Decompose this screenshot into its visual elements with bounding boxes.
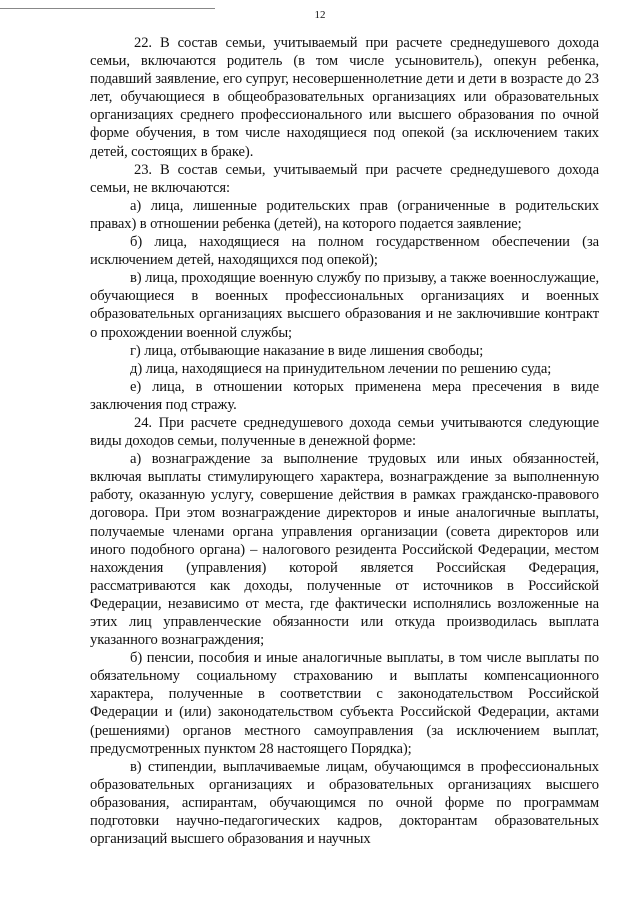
page-number: 12	[314, 9, 326, 21]
paragraph-23-b: б) лица, находящиеся на полном государственном обеспечении (за исключением детей, находящихся под опекой);	[90, 234, 599, 269]
paragraph-23: 23. В состав семьи, учитываемый при расчете среднедушевого дохода семьи, не включаются:	[90, 161, 599, 196]
paragraph-23-e: е) лица, в отношении которых применена мера пресечения в виде заключения под стражу.	[90, 378, 599, 413]
paragraph-24-a: а) вознаграждение за выполнение трудовых или иных обязанностей, включая выплаты стимулирующего характера, вознаграждение за выполненную работу, оказанную услугу, совершение действия в рамках гражданско-правового договора. При этом вознаграждение директоров и иные аналогичные выплаты, получаемые членами органа управления организации (совета директоров или иного подобного органа) – налогового резидента Российской Федерации, местом нахождения (управления) которой является Российская Федерация, рассматриваются как доходы, полученные от источников в Российской Федерации, независимо от места, где фактически исполнялись возложенные на этих лиц управленческие обязанности или откуда производилась выплата указанного вознаграждения;	[90, 451, 599, 649]
paragraph-24-b: б) пенсии, пособия и иные аналогичные выплаты, в том числе выплаты по обязательному социальному страхованию и выплаты компенсационного характера, полученные в соответствии с законодательством Российской Федерации и (или) законодательством субъекта Российской Федерации, актами (решениями) органов местного самоуправления (за исключением выплат, предусмотренных пунктом 28 настоящего Порядка);	[90, 650, 599, 757]
paragraph-24: 24. При расчете среднедушевого дохода семьи учитываются следующие виды доходов семьи, полученные в денежной форме:	[90, 414, 599, 450]
paragraph-23-v: в) лица, проходящие военную службу по призыву, а также военнослужащие, обучающиеся в военных профессиональных организациях и военных образовательных организациях высшего образования и не заключившие контракт о прохождении военной службы;	[90, 270, 599, 341]
paragraph-24-v: в) стипендии, выплачиваемые лицам, обучающимся в профессиональных образовательных организациях и образовательных организациях высшего образования, аспирантам, обучающимся по очной форме по программам подготовки научно-педагогических кадров, докторантам образовательных организаций высшего образования и научных	[90, 758, 599, 848]
paragraph-23-d: д) лица, находящиеся на принудительном лечении по решению суда;	[130, 360, 552, 377]
paragraph-23-a: а) лица, лишенные родительских прав (ограниченные в родительских правах) в отношении ребенка (детей), на которого подается заявление;	[90, 197, 599, 232]
paragraph-22: 22. В состав семьи, учитываемый при расчете среднедушевого дохода семьи, включаются родитель (в том числе усыновитель), опекун ребенка, подавший заявление, его супруг, несовершеннолетние дети и дети в возрасте до 23 лет, обучающиеся в общеобразовательных организациях или образовательных организациях среднего профессионального или высшего образования по очной форме обучения, в том числе находящиеся под опекой (за исключением таких детей, состоящих в браке).	[90, 35, 599, 160]
paragraph-23-g: г) лица, отбывающие наказание в виде лишения свободы;	[130, 342, 484, 359]
document-body	[90, 34, 599, 848]
